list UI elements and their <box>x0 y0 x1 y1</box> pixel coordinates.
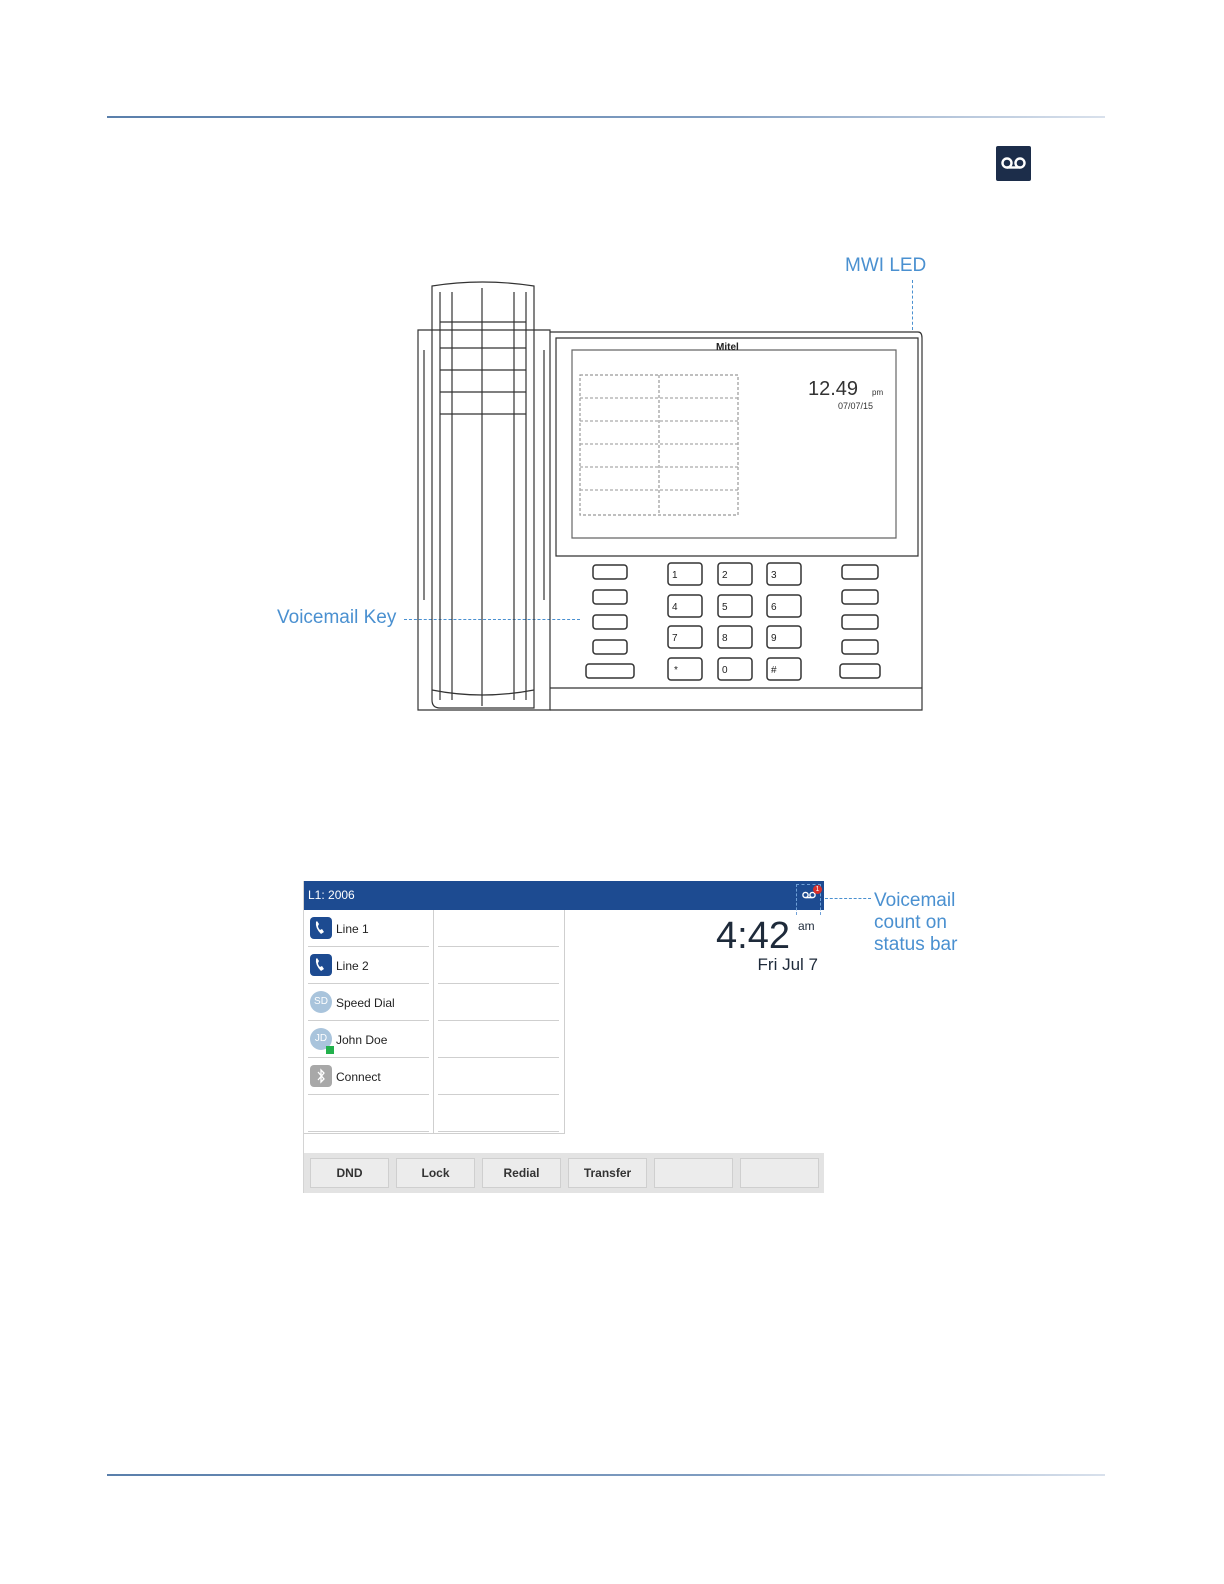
clock-ampm: am <box>798 919 815 933</box>
clock-time: 4:42 <box>716 915 790 957</box>
line-key-empty[interactable] <box>438 1095 559 1132</box>
svg-text:7: 7 <box>672 633 678 644</box>
line-key-empty[interactable] <box>438 910 559 947</box>
phone-icon <box>310 917 332 939</box>
presence-indicator <box>326 1046 334 1054</box>
top-rule <box>107 116 1105 118</box>
voicemail-count-badge: 1 <box>813 885 822 894</box>
svg-text:5: 5 <box>722 602 728 613</box>
softkey-transfer[interactable]: Transfer <box>568 1158 647 1188</box>
svg-text:3: 3 <box>771 570 777 581</box>
svg-text:1: 1 <box>672 570 678 581</box>
softkey-bar <box>304 1153 824 1193</box>
softkey-lock[interactable]: Lock <box>396 1158 475 1188</box>
line-key-empty[interactable] <box>438 1021 559 1058</box>
svg-text:4: 4 <box>672 602 678 613</box>
voicemail-count-leader <box>825 898 871 899</box>
voicemail-key-callout: Voicemail Key <box>277 607 397 628</box>
status-line-label: L1: 2006 <box>308 888 355 902</box>
line-key-empty[interactable] <box>438 1058 559 1095</box>
line-keys-column <box>304 910 434 1133</box>
voicemail-icon <box>996 146 1031 181</box>
softkey-redial[interactable]: Redial <box>482 1158 561 1188</box>
phone-screen <box>303 881 824 1193</box>
phone-icon <box>310 954 332 976</box>
line-key-label: Connect <box>336 1070 381 1084</box>
svg-text:6: 6 <box>771 602 777 613</box>
desk-phone-illustration <box>410 280 925 715</box>
line-key-empty[interactable] <box>308 1095 429 1132</box>
clock-date: Fri Jul 7 <box>757 955 818 974</box>
svg-text:12.49: 12.49 <box>808 378 859 400</box>
line-key-empty[interactable] <box>438 984 559 1021</box>
phone-brand-logo: Mitel <box>716 342 739 353</box>
softkey-empty[interactable] <box>740 1158 819 1188</box>
svg-text:9: 9 <box>771 633 777 644</box>
svg-text:8: 8 <box>722 633 728 644</box>
line-key-connect[interactable] <box>308 1058 429 1095</box>
svg-text:07/07/15: 07/07/15 <box>838 401 874 411</box>
svg-text:#: # <box>771 665 777 676</box>
line-keys-column-2 <box>435 910 565 1133</box>
divider <box>304 1133 565 1134</box>
line-key-line-2[interactable] <box>308 947 429 984</box>
contact-icon: JD <box>310 1028 332 1050</box>
line-key-empty[interactable] <box>438 947 559 984</box>
line-key-label: Line 1 <box>336 922 369 936</box>
svg-text:pm: pm <box>872 388 884 397</box>
svg-text:*: * <box>674 665 678 676</box>
speed-dial-icon: SD <box>310 991 332 1013</box>
line-key-line-1[interactable] <box>308 910 429 947</box>
status-bar <box>304 881 824 910</box>
line-key-label: Line 2 <box>336 959 369 973</box>
svg-text:2: 2 <box>722 570 728 581</box>
softkey-empty[interactable] <box>654 1158 733 1188</box>
line-key-john-doe[interactable] <box>308 1021 429 1058</box>
bluetooth-icon <box>310 1065 332 1087</box>
bottom-rule <box>107 1474 1105 1476</box>
line-key-label: Speed Dial <box>336 996 395 1010</box>
line-key-label: John Doe <box>336 1033 388 1047</box>
svg-text:0: 0 <box>722 665 728 676</box>
softkey-dnd[interactable]: DND <box>310 1158 389 1188</box>
line-key-speed-dial[interactable] <box>308 984 429 1021</box>
voicemail-count-callout: Voicemail count on status bar <box>874 890 958 955</box>
mwi-led-callout: MWI LED <box>845 255 927 276</box>
